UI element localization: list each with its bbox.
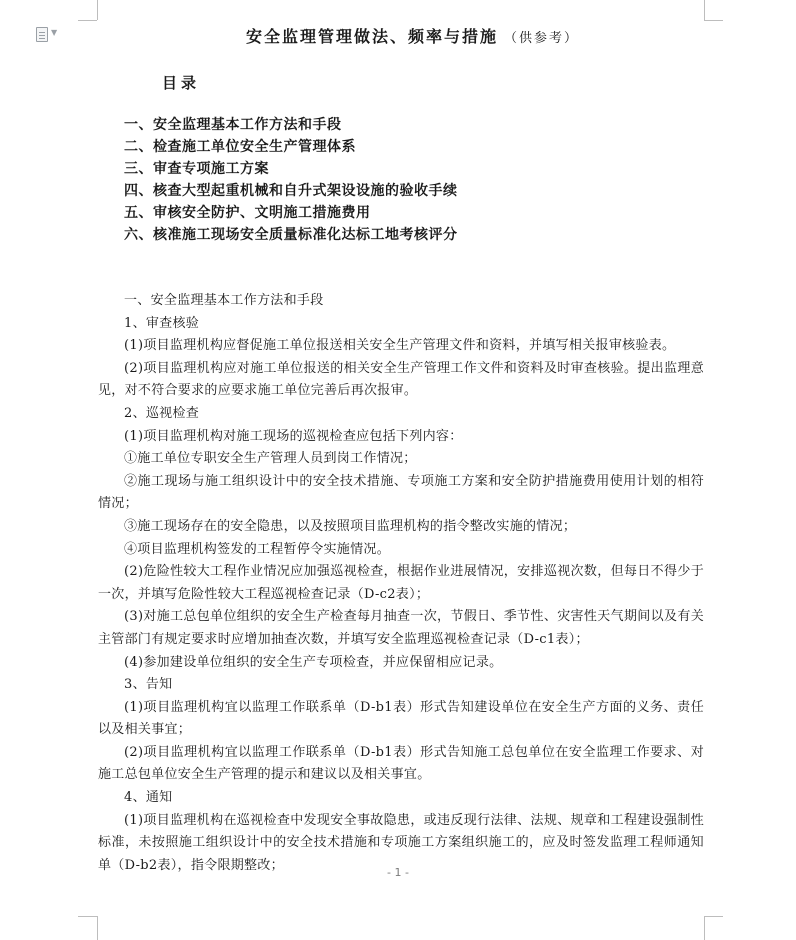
toc-item: 三、审查专项施工方案 [124, 161, 269, 177]
crop-mark-top-right-h [704, 20, 723, 21]
toc-heading: 目录 [162, 74, 201, 92]
paragraph: (1)项目监理机构在巡视检查中发现安全事故隐患，或违反现行法律、法规、规章和工程建设强制性标准，未按照施工组织设计中的安全技术措施和专项施工方案组织施工的，应及时签发监理工程师通知单（D-b2表），指令限期整改； [98, 812, 704, 873]
document-body [98, 290, 704, 877]
paragraph: ③施工现场存在的安全隐患，以及按照项目监理机构的指令整改实施的情况； [124, 518, 577, 534]
paragraph: ④项目监理机构签发的工程暂停令实施情况。 [124, 541, 391, 557]
paragraph: (2)项目监理机构宜以监理工作联系单（D-b1表）形式告知施工总包单位在安全监理工作要求、对施工总包单位安全生产管理的提示和建议以及相关事宜。 [98, 744, 704, 783]
crop-mark-top-right [704, 0, 705, 20]
subsection-heading: 3、告知 [124, 677, 173, 693]
paragraph: (2)项目监理机构应对施工单位报送的相关安全生产管理工作文件和资料及时审查核验。提出监理意见，对不符合要求的应要求施工单位完善后再次报审。 [98, 360, 704, 399]
paragraph: ②施工现场与施工组织设计中的安全技术措施、专项施工方案和安全防护措施费用使用计划的相符情况； [98, 473, 704, 512]
subsection-heading: 4、通知 [124, 790, 173, 806]
toc-item: 一、安全监理基本工作方法和手段 [124, 117, 342, 133]
document-icon [36, 27, 48, 42]
paragraph: (3)对施工总包单位组织的安全生产检查每月抽查一次，节假日、季节性、灾害性天气期间以及有关主管部门有规定要求时应增加抽查次数，并填写安全监理巡视检查记录（D-c1表）； [98, 609, 704, 647]
title-text: 安全监理管理做法、频率与措施 [246, 27, 499, 46]
toc-item: 五、审核安全防护、文明施工措施费用 [124, 205, 371, 221]
toc-item: 二、检查施工单位安全生产管理体系 [124, 139, 356, 155]
paragraph: (1)项目监理机构宜以监理工作联系单（D-b1表）形式告知建设单位在安全生产方面的义务、责任以及相关事宜； [98, 699, 704, 738]
crop-mark-bottom-left-h [78, 916, 97, 917]
crop-mark-top-left [97, 0, 98, 20]
subsection-heading: 1、审查核验 [124, 315, 200, 331]
page-number: - 1 - [387, 866, 409, 879]
paragraph: ①施工单位专职安全生产管理人员到岗工作情况； [124, 451, 417, 467]
toc-item: 四、核查大型起重机械和自升式架设设施的验收手续 [124, 183, 458, 199]
subsection-heading: 2、巡视检查 [124, 405, 200, 421]
toc-item: 六、核准施工现场安全质量标准化达标工地考核评分 [124, 227, 458, 243]
table-of-contents [124, 114, 458, 246]
paragraph: (2)危险性较大工程作业情况应加强巡视检查，根据作业进展情况，安排巡视次数，但每日不得少于一次，并填写危险性较大工程巡视检查记录（D-c2表）； [98, 564, 704, 602]
crop-mark-bottom-right-h [704, 916, 723, 917]
section-heading: 一、安全监理基本工作方法和手段 [124, 293, 324, 308]
paragraph: (4)参加建设单位组织的安全生产专项检查，并应保留相应记录。 [124, 654, 503, 670]
paragraph: (1)项目监理机构应督促施工单位报送相关安全生产管理文件和资料，并填写相关报审核验表。 [124, 338, 676, 354]
caret-down-icon: ▼ [51, 28, 58, 37]
crop-mark-bottom-left [97, 916, 98, 940]
paragraph: (1)项目监理机构对施工现场的巡视检查应包括下列内容： [124, 428, 463, 444]
crop-mark-bottom-right [704, 916, 705, 940]
crop-mark-top-left-h [78, 20, 97, 21]
title-note: （供参考） [504, 31, 580, 46]
document-title [246, 24, 579, 47]
document-menu[interactable] [36, 27, 60, 43]
